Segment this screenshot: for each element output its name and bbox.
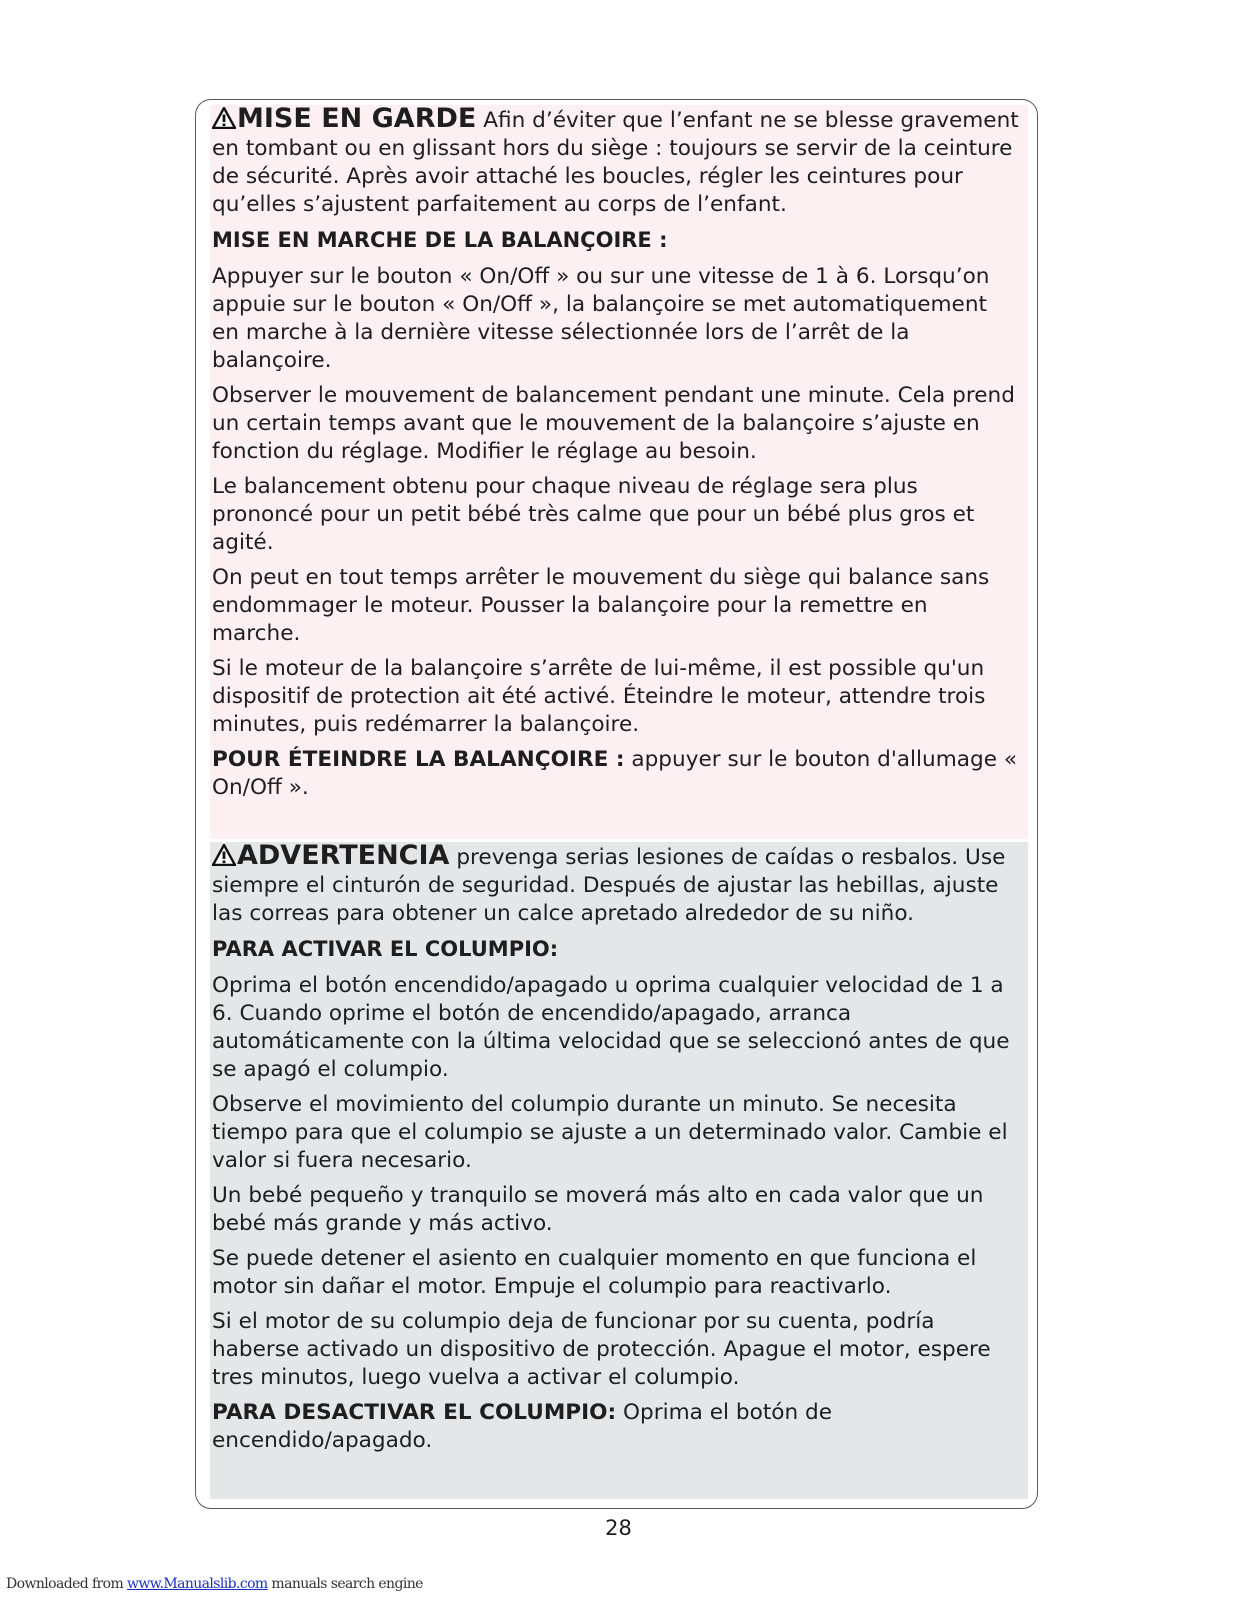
- spanish-warning: [212, 842, 1020, 928]
- spanish-off-label: PARA DESACTIVAR EL COLUMPIO:: [212, 1400, 617, 1425]
- spanish-paragraph-5: Si el motor de su columpio deja de funcionar por su cuenta, podría haberse activado un dispositivo de protección. Apague el motor, espere tres minutos, luego vuelva a activar el columpio.: [212, 1309, 991, 1390]
- spanish-section: [210, 842, 1028, 1499]
- french-warning-text: Afin d’éviter que l’enfant ne se blesse gravement en tombant ou en glissant hors du siège : toujours se servir de la ceinture de sécurité. Après avoir attaché les boucles, régler les ceintures pour qu’elles s’ajustent parfaitement au corps de l’enfant.: [212, 108, 1019, 217]
- french-paragraph-3: Le balancement obtenu pour chaque niveau de réglage sera plus prononcé pour un petit bébé très calme que pour un bébé plus gros et agité.: [212, 474, 975, 555]
- spanish-paragraph-4: Se puede detener el asiento en cualquier momento en que funciona el motor sin dañar el motor. Empuje el columpio para reactivarlo.: [212, 1246, 977, 1299]
- spanish-paragraph-1: Oprima el botón encendido/apagado u oprima cualquier velocidad de 1 a 6. Cuando oprime el botón de encendido/apagado, arranca automáticamente con la última velocidad que se seleccionó antes de que se apagó el columpio.: [212, 973, 1010, 1082]
- footer-suffix: manuals search engine: [267, 1576, 423, 1592]
- french-paragraph-1: Appuyer sur le bouton « On/Off » ou sur une vitesse de 1 à 6. Lorsqu’on appuie sur le bouton « On/Off », la balançoire se met automatiquement en marche à la dernière vitesse sélectionnée lors de l’arrêt de la balançoire.: [212, 264, 990, 373]
- warning-triangle-icon: [212, 107, 236, 129]
- manualslib-link[interactable]: www.Manualslib.com: [127, 1576, 268, 1592]
- french-off-label: POUR ÉTEINDRE LA BALANÇOIRE :: [212, 747, 625, 772]
- spanish-off-text: Oprima el botón de encendido/apagado.: [212, 1400, 833, 1453]
- french-section: [210, 105, 1028, 839]
- spanish-paragraph-3: Un bebé pequeño y tranquilo se moverá más alto en cada valor que un bebé más grande y más activo.: [212, 1183, 984, 1236]
- warning-triangle-icon: [212, 844, 236, 866]
- french-paragraph-5: Si le moteur de la balançoire s’arrête de lui-même, il est possible qu'un dispositif de protection ait été activé. Éteindre le moteur, attendre trois minutes, puis redémarrer la balançoire.: [212, 656, 986, 737]
- french-off-text: appuyer sur le bouton d'allumage « On/Off ».: [212, 747, 1018, 800]
- french-paragraph-4: On peut en tout temps arrêter le mouvement du siège qui balance sans endommager le moteur. Pousser la balançoire pour la remettre en marche.: [212, 565, 990, 646]
- french-text: [212, 105, 1020, 802]
- french-warning-title: MISE EN GARDE: [237, 103, 477, 134]
- spanish-paragraph-2: Observe el movimiento del columpio durante un minuto. Se necesita tiempo para que el columpio se ajuste a un determinado valor. Cambie el valor si fuera necesario.: [212, 1092, 1008, 1173]
- spanish-heading-on: PARA ACTIVAR EL COLUMPIO:: [212, 937, 559, 961]
- spanish-warning-title: ADVERTENCIA: [237, 840, 450, 871]
- download-footer: [6, 1576, 423, 1592]
- page-number: 28: [605, 1516, 632, 1540]
- spanish-text: [212, 842, 1020, 1455]
- footer-prefix: Downloaded from: [6, 1576, 127, 1592]
- french-heading-on: MISE EN MARCHE DE LA BALANÇOIRE :: [212, 228, 668, 252]
- french-off-instruction: [212, 746, 1020, 802]
- french-paragraph-2: Observer le mouvement de balancement pendant une minute. Cela prend un certain temps avant que le mouvement de la balançoire s’ajuste en fonction du réglage. Modifier le réglage au besoin.: [212, 383, 1015, 464]
- french-warning: [212, 105, 1020, 219]
- spanish-off-instruction: [212, 1399, 1020, 1455]
- spanish-warning-text: prevenga serias lesiones de caídas o resbalos. Use siempre el cinturón de seguridad. Después de ajustar las hebillas, ajuste las correas para obtener un calce apretado alrededor de su niño.: [212, 845, 1006, 926]
